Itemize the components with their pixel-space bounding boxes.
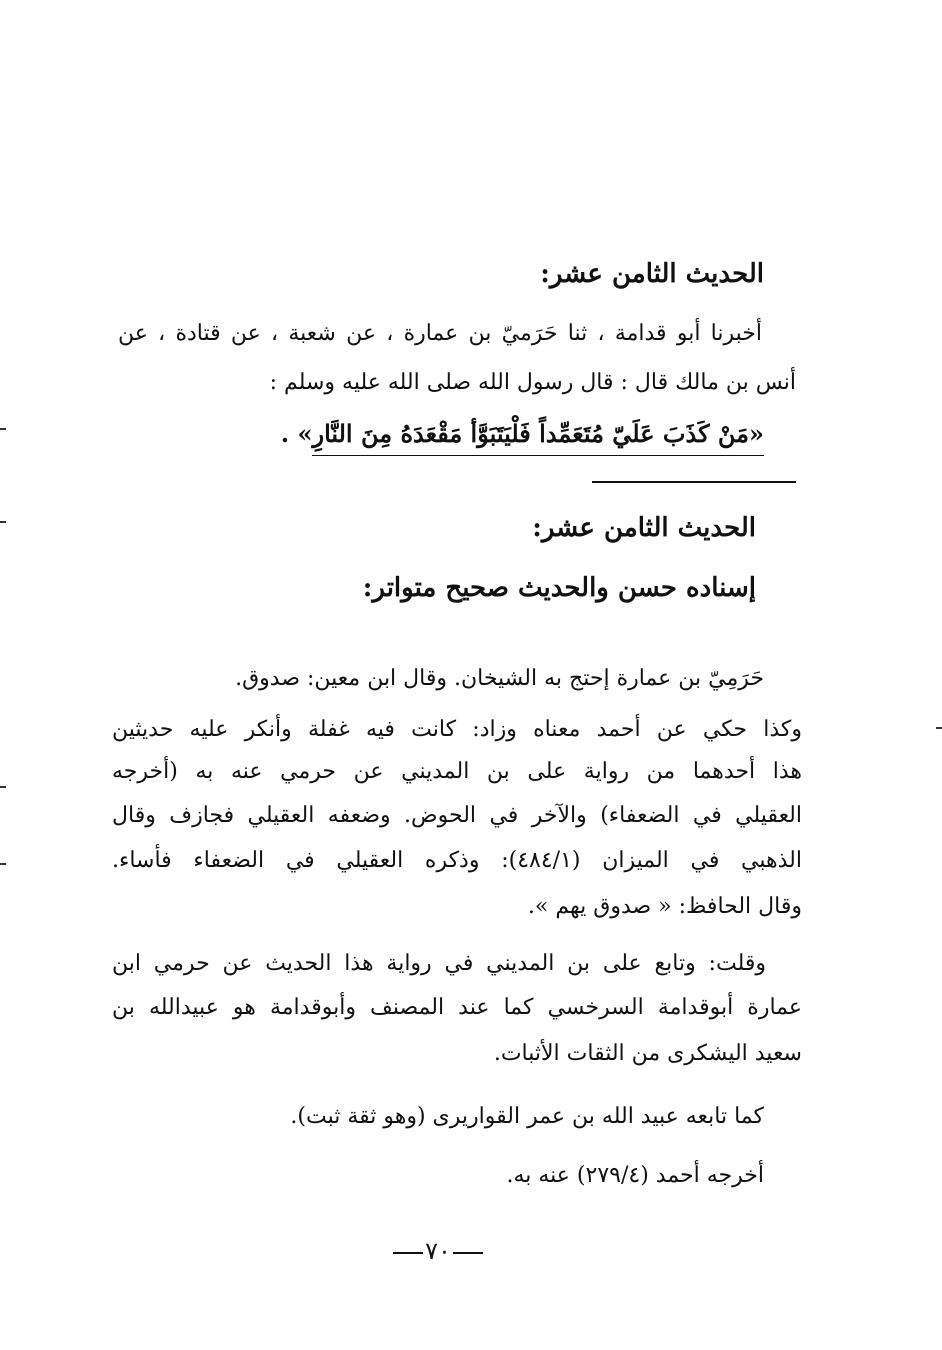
section-heading-2: الحديث الثامن عشر: xyxy=(532,513,756,543)
note-line-5: الذهبي في الميزان (٤٨٤/١): وذكره العقيلي في الضعفاء فأساء. xyxy=(112,848,803,873)
page-number xyxy=(390,1236,486,1266)
hadith-underline xyxy=(312,455,764,456)
note-line-6: وقال الحافظ: « صدوق يهم ». xyxy=(527,894,802,919)
takhrij-line: أخرجه أحمد (٢٧٩/٤) عنه به. xyxy=(506,1163,764,1188)
hadith-text: «مَنْ كَذَبَ عَلَيّ مُتَعَمِّداً فَلْيَتَبَوَّأ مَقْعَدَهُ مِنَ النَّارِ» . xyxy=(280,419,764,448)
remark-line-3: سعيد اليشكرى من الثقات الأثبات. xyxy=(493,1041,802,1066)
isnad-line-2: أنس بن مالك قال : قال رسول الله صلى الله عليه وسلم : xyxy=(269,370,796,395)
section-divider xyxy=(592,481,796,483)
remark-line-2: عمارة أبوقدامة السرخسي كما عند المصنف وأبوقدامة هو عبيدالله بن xyxy=(112,995,802,1020)
scan-mark xyxy=(0,521,6,523)
follow-up-line: كما تابعه عبيد الله بن عمر القواريرى (وهو ثقة ثبت). xyxy=(290,1104,764,1129)
section-heading-1: الحديث الثامن عشر: xyxy=(540,259,764,289)
scan-mark xyxy=(0,428,6,430)
note-line-1: حَرَمِيّ بن عمارة إحتج به الشيخان. وقال ابن معين: صدوق. xyxy=(235,666,764,691)
note-line-2: وكذا حكي عن أحمد معناه وزاد: كانت فيه غفلة وأنكر عليه حديثين xyxy=(112,717,802,742)
folio-dash-left xyxy=(393,1252,423,1254)
note-line-3: هذا أحدهما من رواية على بن المديني عن حرمي عنه به (أخرجه xyxy=(112,759,802,784)
verdict-line: إسناده حسن والحديث صحيح متواتر: xyxy=(362,573,756,603)
scan-mark xyxy=(0,863,6,865)
note-line-4: العقيلي في الضعفاء) والآخر في الحوض. وضعفه العقيلي فجازف وقال xyxy=(112,803,802,828)
remark-line-1: وقلت: وتابع على بن المديني في رواية هذا الحديث عن حرمي ابن xyxy=(112,951,766,976)
folio-dash-right xyxy=(453,1252,483,1254)
scan-mark xyxy=(0,786,6,788)
isnad-line-1: أخبرنا أبو قدامة ، ثنا حَرَميّ بن عمارة ، عن شعبة ، عن قتادة ، عن xyxy=(118,321,762,346)
page-number-text: ٧٠ xyxy=(425,1237,451,1265)
scan-mark xyxy=(936,727,942,729)
